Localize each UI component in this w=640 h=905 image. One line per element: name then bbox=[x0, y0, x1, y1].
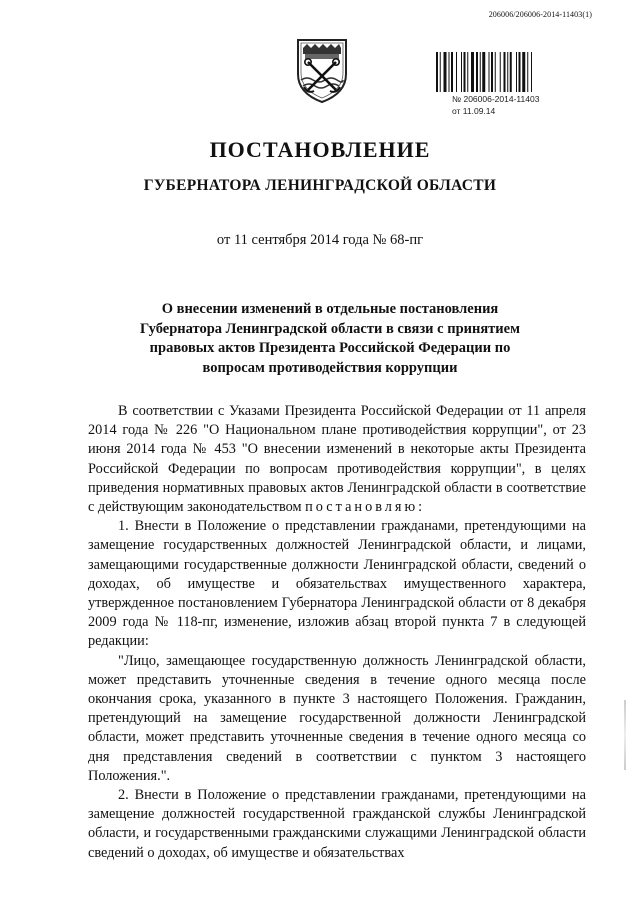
barcode-bar bbox=[444, 52, 447, 92]
barcode-bar bbox=[476, 52, 478, 92]
barcode-bar bbox=[436, 52, 438, 92]
barcode-bar bbox=[495, 52, 496, 92]
barcode-bar bbox=[440, 52, 441, 92]
barcode-bar bbox=[480, 52, 481, 92]
registration-number: № 206006-2014-11403 bbox=[452, 94, 540, 104]
barcode-bar bbox=[516, 52, 517, 92]
document-subtitle: ГУБЕРНАТОРА ЛЕНИНГРАДСКОЙ ОБЛАСТИ bbox=[143, 177, 497, 194]
document-id: 206006/206006-2014-11403(1) bbox=[488, 10, 592, 19]
document-title: ПОСТАНОВЛЕНИЕ bbox=[209, 137, 431, 162]
barcode-bar bbox=[467, 52, 468, 92]
barcode-bar bbox=[527, 52, 528, 92]
barcode-bar bbox=[461, 52, 462, 92]
quote-paragraph: "Лицо, замещающее государственную должность Ленинградской области, может представить уточненные сведения в течение одного месяца после окончания срока, указанного в пункте 3 настоящего Положения. Гражданин, претендующий на замещение государственной должности Ленинградской области, может представить уточненные сведения в течение одного месяца со дня представления сведений в соответствии с пунктом 3 настоящего Положения.". bbox=[88, 652, 586, 784]
registration-stamp bbox=[452, 93, 539, 117]
barcode-bar bbox=[471, 52, 474, 92]
leningrad-oblast-coat-of-arms-icon bbox=[293, 36, 351, 104]
barcode-bar bbox=[507, 52, 508, 92]
preamble-paragraph bbox=[88, 402, 586, 517]
decree-word: постановляю: bbox=[305, 499, 426, 516]
barcode-bar bbox=[464, 52, 466, 92]
document-date-line: от 11 сентября 2014 года № 68-пг bbox=[216, 232, 424, 248]
barcode-bar bbox=[482, 52, 485, 92]
barcode-bar bbox=[531, 52, 532, 92]
barcode-bar bbox=[500, 52, 501, 92]
item-1-paragraph: 1. Внести в Положение о представлении гражданами, претендующими на замещение государственных должностей Ленинградской области, и лицами, замещающими государственные должности Ленинградской области, сведений о доходах, об имуществе и обязательствах имущественного характера, утвержденное постановлением Губернатора Ленинградской области от 8 декабря 2009 года № 118-пг, изменение, изложив абзац второй пункта 7 в следующей редакции: bbox=[88, 518, 586, 650]
barcode-bar bbox=[504, 52, 506, 92]
scan-artifact bbox=[624, 700, 626, 770]
document-body bbox=[88, 402, 586, 863]
preamble-text: В соответствии с Указами Президента Российской Федерации от 11 апреля 2014 года № 226 "О Национальном плане противодействия коррупции", от 23 июня 2014 года № 453 "О внесении изменений в некоторые акты Президента Российской Федерации по вопросам противодействия коррупции", в целях приведения нормативных правовых актов Ленинградской области в соответствие с действующим законодательством bbox=[88, 403, 586, 516]
barcode-bar bbox=[491, 52, 493, 92]
barcode-bar bbox=[449, 52, 450, 92]
barcode-bar bbox=[489, 52, 490, 92]
barcode-bar bbox=[451, 52, 453, 92]
barcode-bar bbox=[519, 52, 521, 92]
registration-date: от 11.09.14 bbox=[452, 106, 496, 116]
item-2-paragraph: 2. Внести в Положение о представлении гражданами, претендующими на замещение должностей государственной гражданской службы Ленинградской области, и государственными гражданскими служащими Ленинградской области сведений о доходах, об имуществе и обязательствах bbox=[88, 787, 586, 861]
document-heading: О внесении изменений в отдельные постановления Губернатора Ленинградской области в связи с принятием правовых актов Президента Российской Федерации по вопросам противодействия коррупции bbox=[140, 301, 520, 376]
barcode-bar bbox=[456, 52, 457, 92]
barcode-icon bbox=[436, 52, 566, 92]
barcode-bar bbox=[522, 52, 525, 92]
barcode-bar bbox=[510, 52, 512, 92]
